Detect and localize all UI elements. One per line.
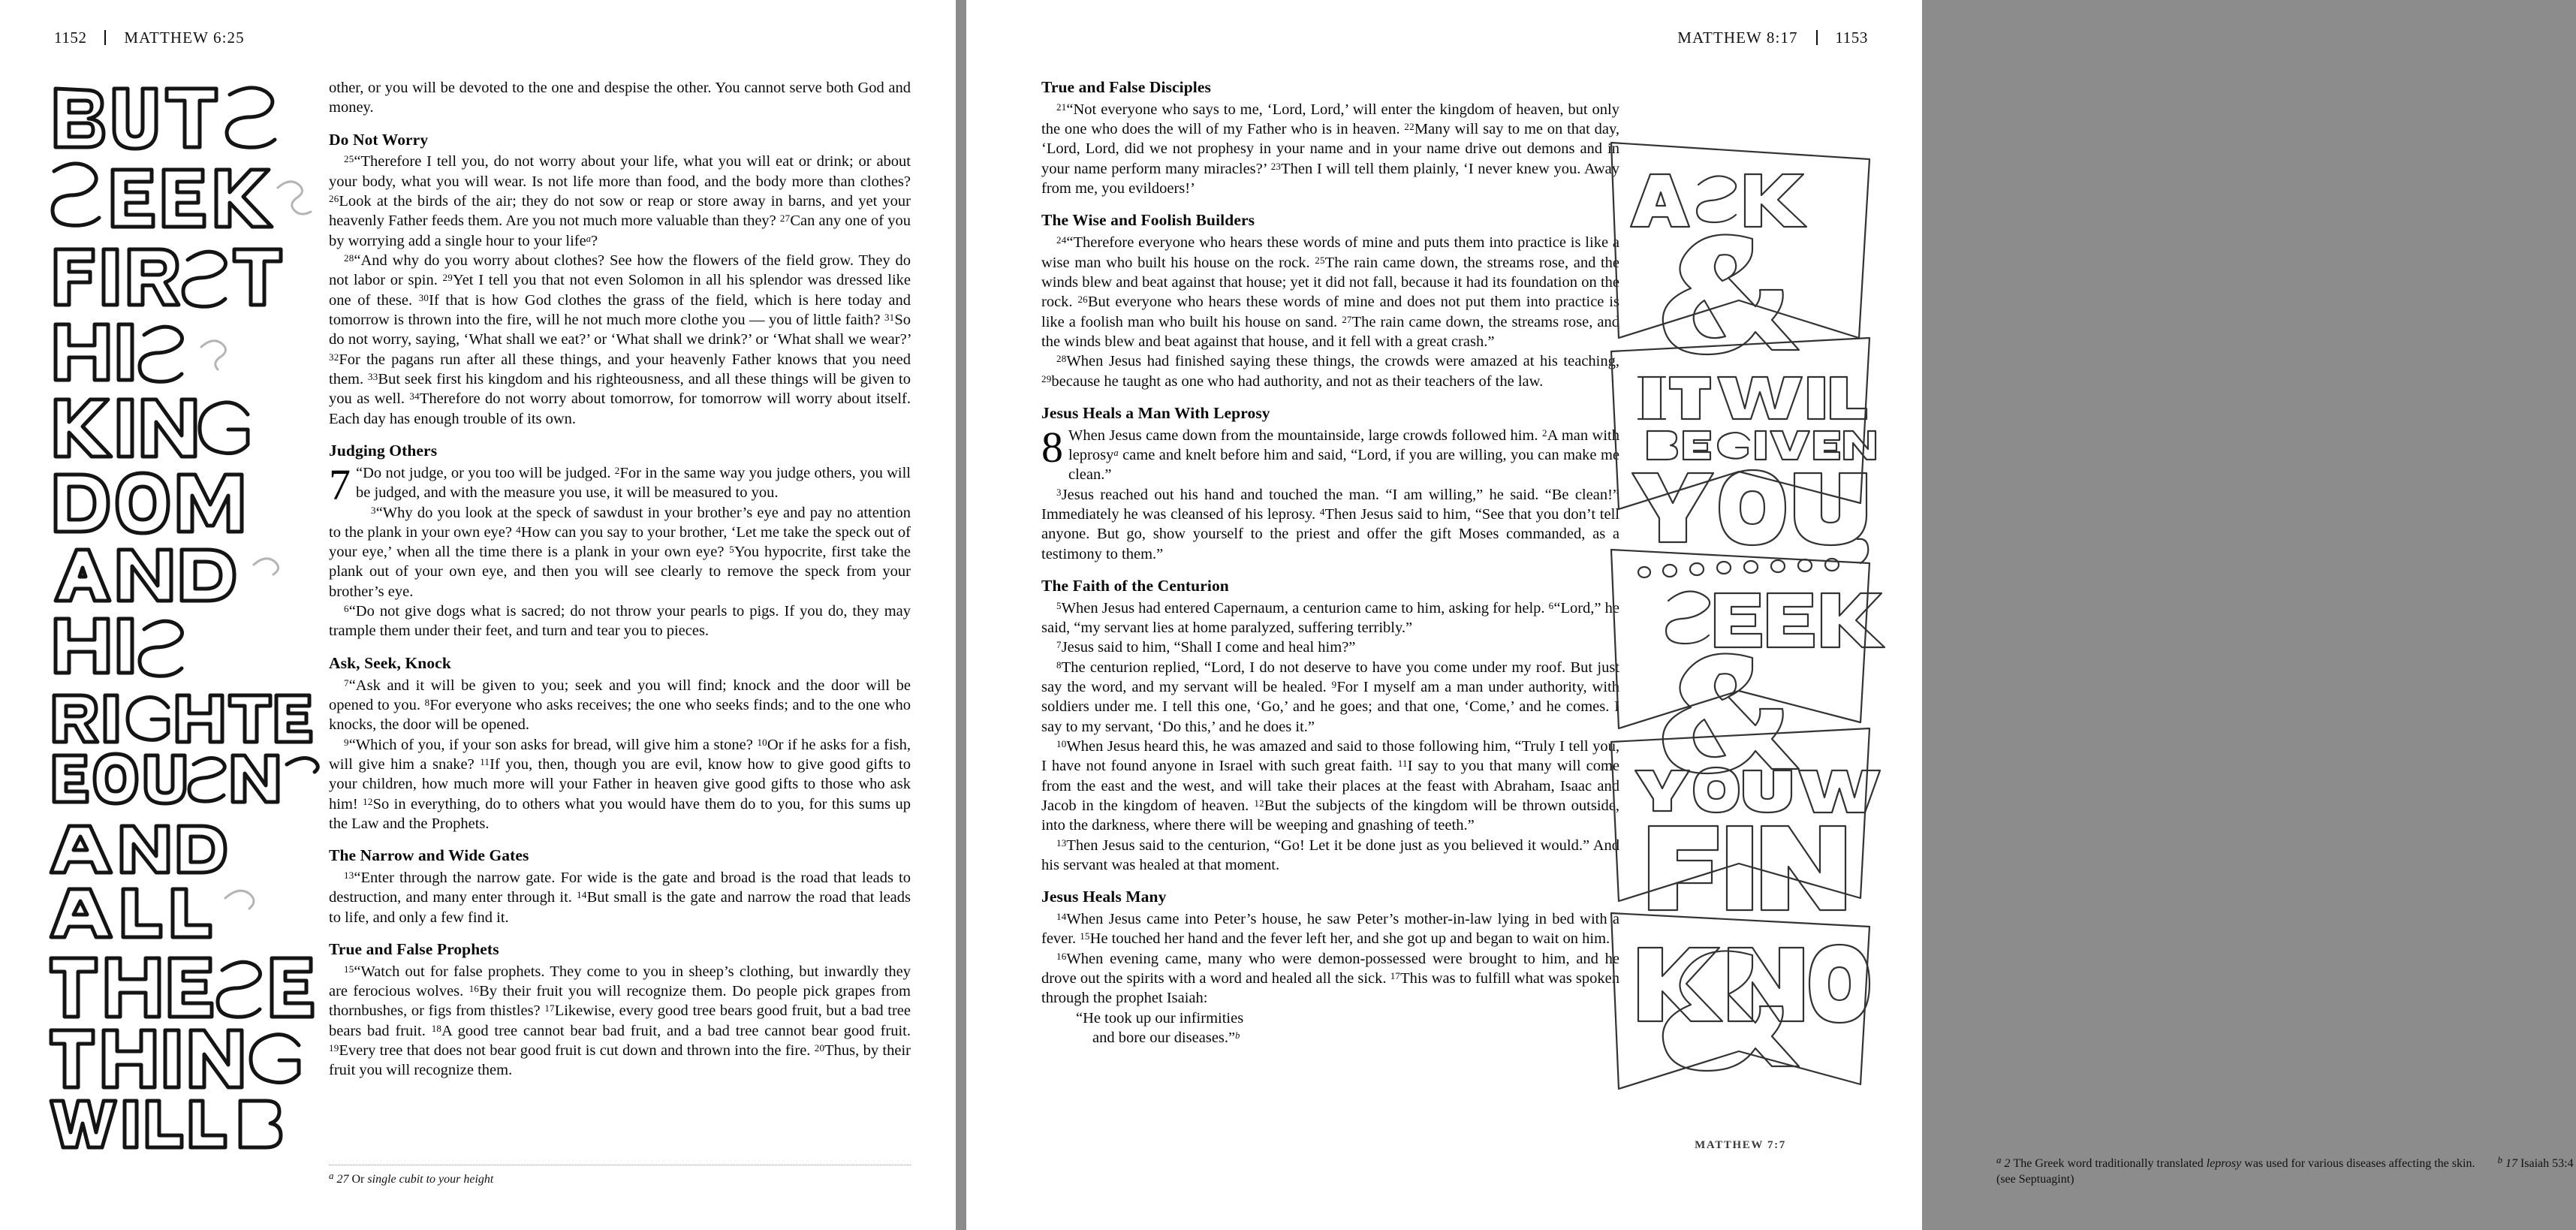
verse-number: 14 bbox=[1056, 911, 1067, 923]
verse-text: If you, then, though you are evil, know how to give good gifts to your children, how much more will your Father in heaven give good gifts to those who ask him! bbox=[329, 755, 911, 812]
verse-text: “Do not judge, or you too will be judged. bbox=[356, 464, 615, 481]
verse-text: Yet I tell you that not even Solomon in all his splendor was dressed like one of these. bbox=[329, 272, 911, 309]
verse-number: 9 bbox=[344, 736, 349, 748]
verse-paragraph bbox=[1041, 233, 1619, 351]
footnote-verse: 2 bbox=[2001, 1157, 2014, 1171]
verse-text: Jesus said to him, “Shall I come and heal him?” bbox=[1061, 639, 1356, 656]
verse-text: When Jesus came down from the mountainside, large crowds followed him. bbox=[1068, 427, 1542, 444]
page-left bbox=[0, 0, 956, 1230]
verse-text: “Ask and it will be given to you; seek and you will find; knock and the door will be opened to you. bbox=[329, 677, 911, 713]
footnote-rule-right bbox=[1996, 1149, 2576, 1150]
verse-number: 2 bbox=[1542, 427, 1547, 439]
verse-text: But seek first his kingdom and his righteousness, and all these things will be given to you as well. bbox=[329, 371, 911, 408]
verse-paragraph bbox=[329, 735, 911, 834]
verse-number: 20 bbox=[814, 1042, 825, 1054]
lettering-art-right bbox=[1605, 113, 1876, 1111]
verse-paragraph bbox=[1041, 737, 1619, 836]
verse-text: “Not everyone who says to me, ‘Lord, Lord,’ will enter the kingdom of heaven, but only the one who does the will of my Father who is in heaven. bbox=[1041, 101, 1619, 138]
verse-text: came and knelt before him and said, “Lord, if you are willing, you can make me clean.” bbox=[1068, 446, 1619, 484]
verse-number: 28 bbox=[344, 252, 354, 264]
verse-text: But small is the gate and narrow the road that leads to life, and only a few find it. bbox=[329, 889, 911, 926]
body-column-left bbox=[329, 78, 911, 1081]
art-caption-right: MATTHEW 7:7 bbox=[1695, 1139, 1786, 1151]
verse-number: 21 bbox=[1056, 101, 1067, 113]
verse-text: ? bbox=[590, 232, 598, 249]
section-heading: Ask, Seek, Knock bbox=[329, 653, 451, 672]
footnote-letter: a bbox=[1996, 1154, 2002, 1166]
verse-paragraph bbox=[1041, 485, 1619, 564]
verse-text: other, or you will be devoted to the one and despise the other. You cannot serve both God and money. bbox=[329, 80, 911, 116]
verse-text: Therefore do not worry about tomorrow, for tomorrow will worry about itself. Each day has enough trouble of its own. bbox=[329, 390, 911, 427]
verse-paragraph bbox=[1041, 422, 1619, 485]
verse-text: A man with leprosy bbox=[1068, 427, 1619, 463]
section-heading: Jesus Heals Many bbox=[1041, 888, 1167, 906]
running-reference-right: MATTHEW 8:17 bbox=[1677, 29, 1798, 47]
verse-text: When evening came, many who were demon-possessed were brought to him, and he drove out the spirits with a word and healed all the sick. bbox=[1041, 950, 1619, 987]
verse-paragraph bbox=[329, 503, 911, 602]
verse-number: 4 bbox=[516, 523, 521, 535]
section-heading: Judging Others bbox=[329, 442, 438, 460]
verse-number: 33 bbox=[368, 371, 378, 383]
verse-number: 13 bbox=[1056, 837, 1067, 849]
body-column-right bbox=[1041, 78, 1619, 1048]
running-head-right bbox=[1677, 29, 1868, 47]
verse-number: 15 bbox=[1080, 930, 1090, 942]
verse-paragraph bbox=[329, 78, 911, 118]
verse-number: 7 bbox=[1056, 639, 1062, 651]
section-heading: The Wise and Foolish Builders bbox=[1041, 211, 1255, 230]
lettering-art-left bbox=[47, 75, 317, 1141]
verse-text: Thus, by their fruit you will recognize them. bbox=[329, 1042, 911, 1079]
verse-number: 11 bbox=[480, 755, 490, 767]
verse-number: 12 bbox=[363, 795, 373, 807]
verse-number: 29 bbox=[1041, 372, 1052, 384]
verse-text: Every tree that does not bear good fruit is cut down and thrown into the fire. bbox=[339, 1042, 815, 1060]
verse-text: Then I will tell them plainly, ‘I never knew you. Away from me, you evildoers!’ bbox=[1041, 160, 1619, 197]
verse-paragraph bbox=[1041, 638, 1619, 657]
poetry-block bbox=[1041, 1008, 1619, 1048]
runhead-divider bbox=[104, 30, 106, 45]
verse-number: 9 bbox=[1331, 679, 1337, 691]
verse-text: The rain came down, the streams rose, and the winds blew and beat against that house, and it fell with a great crash.” bbox=[1041, 313, 1620, 350]
verse-number: 6 bbox=[344, 603, 349, 615]
verse-number: 8 bbox=[424, 696, 430, 708]
footnote-text: Or bbox=[351, 1173, 368, 1186]
verse-text: When Jesus had entered Capernaum, a centurion came to him, asking for help. bbox=[1061, 599, 1549, 617]
footnote-letter: a bbox=[329, 1170, 334, 1182]
verse-text: But everyone who hears these words of mine and does not put them into practice is like a foolish man who built his house on sand. bbox=[1041, 294, 1619, 330]
verse-text: “And why do you worry about clothes? See how the flowers of the field grow. They do not labor or spin. bbox=[329, 252, 911, 289]
section-heading: The Faith of the Centurion bbox=[1041, 576, 1229, 595]
footnote-letter: b bbox=[2497, 1154, 2502, 1166]
verse-number: 34 bbox=[409, 390, 420, 402]
verse-text: “Enter through the narrow gate. For wide is the gate and broad is the road that leads to destruction, and many enter through it. bbox=[329, 870, 911, 906]
verse-paragraph bbox=[329, 676, 911, 735]
verse-number: 29 bbox=[442, 272, 453, 284]
verse-paragraph bbox=[1041, 658, 1619, 737]
runhead-divider-right bbox=[1816, 30, 1818, 45]
verse-number: 26 bbox=[1077, 294, 1088, 306]
footnote-text: The Greek word traditionally translated bbox=[2013, 1157, 2207, 1171]
verse-text: because he taught as one who had authority, and not as their teachers of the law. bbox=[1051, 372, 1544, 390]
section-heading: True and False Disciples bbox=[1041, 78, 1211, 96]
verse-text: By their fruit you will recognize them. Do people pick grapes from thornbushes, or figs from thistles? bbox=[329, 983, 911, 1020]
verse-number: 16 bbox=[1056, 950, 1067, 962]
verse-text: When Jesus came into Peter’s house, he saw Peter’s mother-in-law lying in bed with a fever. bbox=[1041, 911, 1619, 948]
verse-text: Look at the birds of the air; they do not sow or reap or store away in barns, and yet your heavenly Father feeds them. Are you not much more valuable than they? bbox=[329, 193, 911, 230]
verse-number: 17 bbox=[1390, 970, 1401, 982]
footnote-marker: a bbox=[1113, 447, 1119, 458]
verse-paragraph bbox=[329, 868, 911, 927]
section-heading: Do Not Worry bbox=[329, 130, 429, 149]
footnotes-right bbox=[1996, 1149, 2576, 1188]
footnote-list-right bbox=[1996, 1156, 2576, 1188]
verse-text: For the pagans run after all these things, and your heavenly Father knows that you need them. bbox=[329, 351, 911, 388]
verse-number: 27 bbox=[1342, 313, 1352, 325]
spread-gutter bbox=[956, 0, 966, 1230]
verse-text: When Jesus had finished saying these things, the crowds were amazed at his teaching, bbox=[1066, 353, 1619, 370]
verse-number: 17 bbox=[544, 1002, 555, 1014]
verse-text: He touched her hand and the fever left her, and she got up and began to wait on him. bbox=[1089, 930, 1610, 948]
running-head-left bbox=[54, 29, 245, 47]
verse-number: 2 bbox=[614, 464, 620, 476]
verse-paragraph bbox=[1041, 100, 1619, 199]
verse-number: 4 bbox=[1319, 505, 1325, 517]
verse-number: 12 bbox=[1254, 797, 1264, 809]
verse-number: 5 bbox=[729, 544, 734, 556]
running-reference-left: MATTHEW 6:25 bbox=[124, 29, 245, 47]
footnote-text: Isaiah 53:4 (see Septuagint) bbox=[1996, 1157, 2574, 1186]
verse-number: 10 bbox=[757, 736, 767, 748]
verse-number: 7 bbox=[344, 677, 349, 689]
verse-text: “Lord,” he said, “my servant lies at home paralyzed, suffering terribly.” bbox=[1041, 599, 1620, 637]
verse-number: 22 bbox=[1404, 121, 1415, 133]
verse-text: Likewise, every good tree bears good fruit, but a bad tree bears bad fruit. bbox=[329, 1002, 911, 1039]
verse-text: “Do not give dogs what is sacred; do not throw your pearls to pigs. If you do, they may trample them under their feet, and turn and tear you to pieces. bbox=[329, 603, 911, 640]
section-heading: True and False Prophets bbox=[329, 940, 499, 958]
verse-number: 24 bbox=[1056, 234, 1067, 246]
verse-paragraph bbox=[329, 460, 911, 509]
verse-text: But the subjects of the kingdom will be thrown outside, into the darkness, where there will be weeping and gnashing of teeth.” bbox=[1041, 797, 1619, 834]
verse-number: 25 bbox=[344, 153, 354, 165]
verse-text: So do not worry, saying, ‘What shall we eat?’ or ‘What shall we drink?’ or ‘What shall we wear?’ bbox=[329, 312, 911, 348]
verse-text: When Jesus heard this, he was amazed and said to those following him, “Truly I tell you, I have not found anyone in Israel with such great faith. bbox=[1041, 738, 1619, 775]
verse-text: A good tree cannot bear bad fruit, and a bad tree cannot bear good fruit. bbox=[441, 1022, 911, 1039]
verse-number: 32 bbox=[329, 351, 339, 363]
verse-text: You hypocrite, first take the plank out of your own eye, and then you will see clearly to remove the speck from your brother’s eye. bbox=[329, 544, 911, 600]
verse-text: For in the same way you judge others, you will be judged, and with the measure you use, it will be measured to you. bbox=[356, 464, 911, 502]
verse-paragraph bbox=[329, 152, 911, 251]
verse-text: Or if he asks for a fish, will give him a snake? bbox=[329, 736, 911, 773]
verse-text: How can you say to your brother, ‘Let me take the speck out of your eye,’ when all the time there is a plank in your own eye? bbox=[329, 523, 911, 561]
footnote-marker: a bbox=[586, 233, 591, 244]
chapter-number: 8 bbox=[1041, 422, 1063, 472]
poetry-line: and bore our diseases.”$^b$ bbox=[1092, 1030, 1240, 1047]
verse-paragraph bbox=[1041, 351, 1619, 391]
footnote-italic: single cubit to your height bbox=[367, 1173, 494, 1186]
verse-paragraph bbox=[1041, 598, 1619, 638]
verse-number: 23 bbox=[1270, 160, 1282, 172]
verse-text: “Watch out for false prophets. They come to you in sheep’s clothing, but inwardly they are ferocious wolves. bbox=[329, 963, 911, 1000]
verse-number: 5 bbox=[1056, 599, 1062, 611]
verse-text: “Therefore I tell you, do not worry about your life, what you will eat or drink; or about your body, what you will wear. Is not life more than food, and the body more than clothes? bbox=[329, 153, 911, 190]
footnote-verse: 27 bbox=[333, 1173, 352, 1186]
section-heading: The Narrow and Wide Gates bbox=[329, 846, 529, 865]
verse-number: 6 bbox=[1548, 599, 1554, 611]
verse-paragraph bbox=[329, 962, 911, 1081]
verse-number: 30 bbox=[418, 291, 429, 303]
verse-paragraph bbox=[1041, 909, 1619, 949]
verse-text: Then Jesus said to the centurion, “Go! Let it be done just as you believed it would.” And his servant was healed at that moment. bbox=[1041, 837, 1619, 874]
verse-number: 26 bbox=[329, 193, 339, 205]
verse-text: If that is how God clothes the grass of the field, which is here today and tomorrow is thrown into the fire, will he not much more clothe you — you of little faith? bbox=[329, 291, 911, 329]
verse-text: Many will say to me on that day, ‘Lord, Lord, did we not prophesy in your name and in your name drive out demons and in your name perform many miracles?’ bbox=[1041, 121, 1619, 177]
folio-number-right: 1153 bbox=[1835, 29, 1868, 47]
chapter-number: 7 bbox=[329, 460, 351, 509]
verse-text: So in everything, do to others what you would have them do to you, for this sums up the Law and the Prophets. bbox=[329, 795, 911, 832]
verse-text: Jesus reached out his hand and touched the man. “I am willing,” he said. “Be clean!” Immediately he was cleansed of his leprosy. bbox=[1041, 486, 1619, 523]
verse-text: Can any one of you by worrying add a single hour to your life bbox=[329, 213, 911, 249]
verse-number: 15 bbox=[344, 963, 354, 975]
verse-paragraph bbox=[1041, 949, 1619, 1008]
verse-number: 13 bbox=[344, 870, 354, 882]
verse-number: 3 bbox=[371, 504, 376, 516]
poetry-line: “He took up our infirmities bbox=[1076, 1009, 1244, 1027]
footnote-text: was used for various diseases affecting the skin. bbox=[2241, 1157, 2475, 1171]
verse-number: 18 bbox=[431, 1022, 442, 1034]
verse-text: Then Jesus said to him, “See that you don’t tell anyone. But go, show yourself to the priest and offer the gift Moses commanded, as a testimony to them.” bbox=[1041, 505, 1619, 562]
verse-number: 11 bbox=[1397, 758, 1408, 770]
verse-paragraph bbox=[329, 251, 911, 429]
verse-number: 31 bbox=[884, 312, 895, 324]
section-heading: Jesus Heals a Man With Leprosy bbox=[1041, 403, 1270, 422]
footnote-item bbox=[1996, 1154, 2475, 1171]
verse-number: 28 bbox=[1056, 353, 1067, 365]
verse-number: 25 bbox=[1315, 254, 1325, 266]
verse-text: For everyone who asks receives; the one who seeks finds; and to the one who knocks, the door will be opened. bbox=[329, 696, 911, 734]
verse-text: This was to fulfill what was spoken through the prophet Isaiah: bbox=[1041, 970, 1620, 1007]
verse-paragraph bbox=[329, 601, 911, 641]
verse-number: 14 bbox=[577, 889, 587, 901]
footnote-list-left bbox=[329, 1172, 911, 1188]
footnote-italic: leprosy bbox=[2206, 1157, 2242, 1171]
verse-text: “Which of you, if your son asks for bread, will give him a stone? bbox=[348, 736, 758, 753]
footnote-verse: 17 bbox=[2502, 1157, 2520, 1171]
verse-text: For I myself am a man under authority, with soldiers under me. I tell this one, ‘Go,’ and he goes; and that one, ‘Come,’ and he comes. I say to my servant, ‘Do this,’ and he does it.” bbox=[1041, 679, 1619, 735]
footnotes-left bbox=[329, 1165, 911, 1188]
verse-text: The centurion replied, “Lord, I do not deserve to have you come under my roof. But just say the word, and my servant will be healed. bbox=[1041, 659, 1619, 696]
verse-number: 16 bbox=[469, 983, 480, 995]
verse-text: “Therefore everyone who hears these words of mine and puts them into practice is like a wise man who built his house on the rock. bbox=[1041, 234, 1619, 271]
verse-number: 3 bbox=[1056, 486, 1062, 498]
page-right bbox=[966, 0, 2574, 1230]
footnote-item bbox=[329, 1170, 494, 1186]
verse-number: 10 bbox=[1056, 738, 1067, 750]
verse-number: 8 bbox=[1056, 659, 1062, 671]
verse-text: The rain came down, the streams rose, and the winds blew and beat against that house; yet it did not fall, because it had its foundation on the rock. bbox=[1041, 254, 1619, 311]
verse-number: 19 bbox=[329, 1042, 339, 1054]
footnote-marker: b bbox=[1235, 1030, 1240, 1042]
folio-number-left: 1152 bbox=[54, 29, 87, 47]
verse-number: 27 bbox=[779, 213, 791, 225]
verse-text: I say to you that many will come from the east and the west, and will take their places at the feast with Abraham, Isaac and Jacob in the kingdom of heaven. bbox=[1041, 758, 1619, 815]
verse-paragraph bbox=[1041, 836, 1619, 876]
verse-text: “Why do you look at the speck of sawdust in your brother’s eye and pay no attention to the plank in your own eye? bbox=[329, 504, 911, 541]
